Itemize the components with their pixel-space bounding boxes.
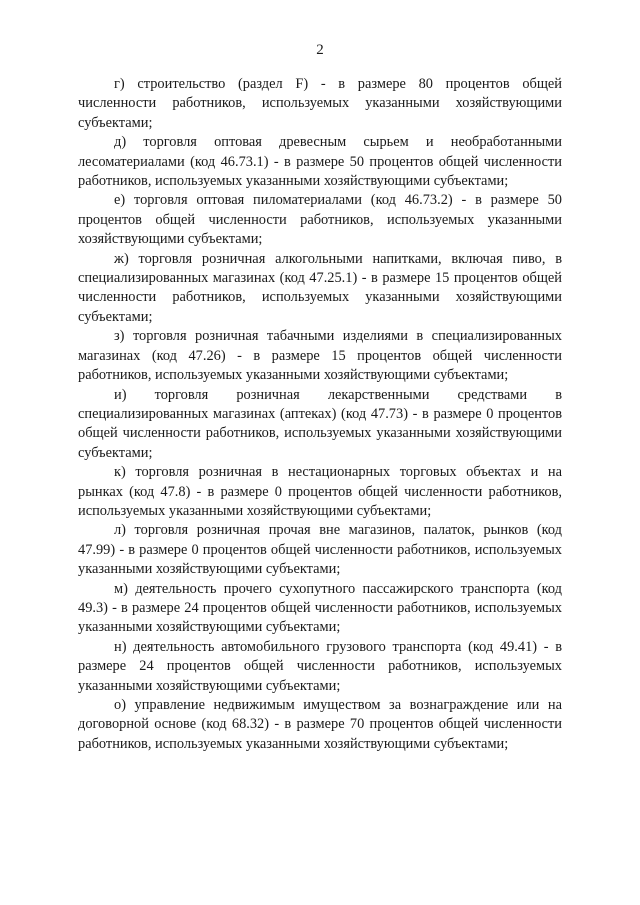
- page-number: 2: [316, 42, 324, 58]
- paragraph-d: д) торговля оптовая древесным сырьем и необработанными лесоматериалами (код 46.73.1) - в размере 50 процентов общей численности работников, используемых указанными хозяйствующими субъектами;: [78, 134, 562, 190]
- paragraph-z: з) торговля розничная табачными изделиями в специализированных магазинах (код 47.26) - в размере 15 процентов общей численности работников, используемых указанными хозяйствующими субъектами;: [78, 328, 562, 384]
- paragraph-k: к) торговля розничная в нестационарных торговых объектах и на рынках (код 47.8) - в размере 0 процентов общей численности работников, используемых указанными хозяйствующими субъектами;: [78, 464, 562, 519]
- paragraph-m: м) деятельность прочего сухопутного пассажирского транспорта (код 49.3) - в размере 24 процентов общей численности работников, используемых указанными хозяйствующими субъектами;: [78, 580, 562, 636]
- paragraph-e: е) торговля оптовая пиломатериалами (код 46.73.2) - в размере 50 процентов общей численности работников, используемых указанными хозяйствующими субъектами;: [78, 192, 562, 248]
- paragraph-l: л) торговля розничная прочая вне магазинов, палаток, рынков (код 47.99) - в размере 0 процентов общей численности работников, используемых указанными хозяйствующими субъектами;: [78, 522, 562, 578]
- document-body: [78, 75, 562, 754]
- paragraph-i: и) торговля розничная лекарственными средствами в специализированных магазинах (аптеках) (код 47.73) - в размере 0 процентов общей численности работников, используемых указанными хозяйствующими субъектами;: [78, 386, 562, 461]
- paragraph-g: г) строительство (раздел F) - в размере 80 процентов общей численности работников, используемых указанными хозяйствующими субъектами;: [78, 76, 562, 131]
- paragraph-o: о) управление недвижимым имуществом за вознаграждение или на договорной основе (код 68.32) - в размере 70 процентов общей численности работников, используемых указанными хозяйствующими субъектами;: [78, 697, 562, 752]
- paragraph-n: н) деятельность автомобильного грузового транспорта (код 49.41) - в размере 24 процентов общей численности работников, используемых указанными хозяйствующими субъектами;: [78, 638, 562, 694]
- paragraph-zh: ж) торговля розничная алкогольными напитками, включая пиво, в специализированных магазинах (код 47.25.1) - в размере 15 процентов общей численности работников, используемых указанными хозяйствующими субъектами;: [78, 250, 562, 325]
